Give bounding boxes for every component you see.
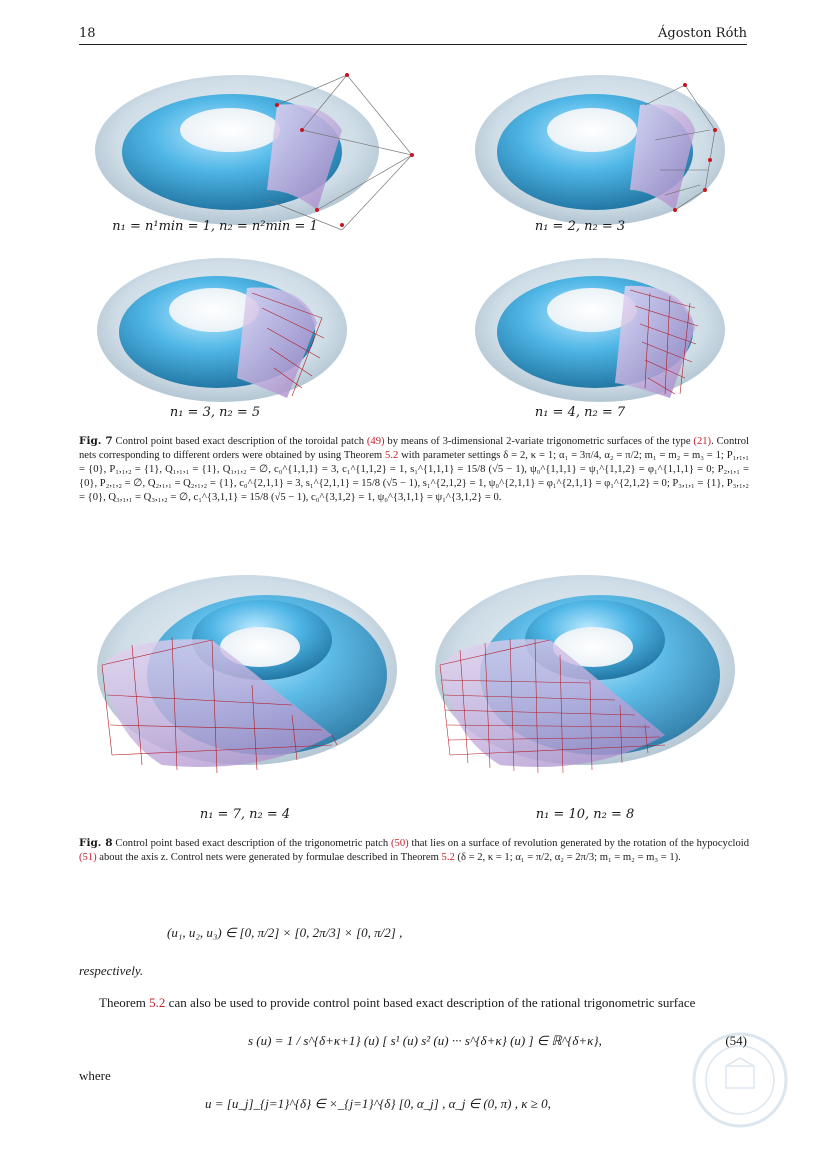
fig8-subcaption-1: n₁ = 7, n₂ = 4 <box>199 807 291 822</box>
fig7-ref-eq21[interactable]: (21) <box>693 436 712 447</box>
paragraph-ref-theorem[interactable]: 5.2 <box>149 995 166 1010</box>
fig8-panel-2 <box>430 565 740 795</box>
torus-render-1 <box>92 60 422 230</box>
fig7-panel-4 <box>470 248 740 408</box>
fig7-label: Fig. 7 <box>79 435 113 447</box>
university-seal-watermark <box>690 1030 790 1130</box>
fig7-subcaption-2: n₁ = 2, n₂ = 3 <box>534 219 626 234</box>
fig8-subcaption-2: n₁ = 10, n₂ = 8 <box>535 807 635 822</box>
fig7-caption-text-a: Control point based exact description of the toroidal patch <box>112 436 367 447</box>
fig7-panel-2 <box>470 60 740 230</box>
fig8-caption-text-b: that lies on a surface of revolution generated by the rotation of the hypocycloid <box>408 838 750 849</box>
header-rule <box>79 44 747 45</box>
fig7-ref-theorem[interactable]: 5.2 <box>385 450 399 461</box>
u-definition: u = [u_j]_{j=1}^{δ} ∈ ×_{j=1}^{δ} [0, α_j] , α_j ∈ (0, π) , κ ≥ 0, <box>205 1096 551 1111</box>
running-author: Ágoston Róth <box>658 26 747 41</box>
paragraph-theorem <box>79 994 749 1012</box>
fig8-caption-text-c: about the axis z. Control nets were generated by formulae described in Theorem <box>96 852 442 863</box>
respectively-text: respectively. <box>79 963 144 978</box>
fig8-caption <box>79 836 749 865</box>
fig8-ref-eq51[interactable]: (51) <box>79 852 97 863</box>
paragraph-text-b: can also be used to provide control point based exact description of the rational trigonometric surface <box>165 995 696 1010</box>
fig7-panel-3 <box>92 248 362 408</box>
fig7-ref-eq49[interactable]: (49) <box>366 436 385 447</box>
equation-54: s (u) = 1 / s^{δ+κ+1} (u) [ s¹ (u) s² (u) ··· s^{δ+κ} (u) ] ∈ ℝ^{δ+κ}, <box>248 1033 602 1048</box>
fig7-subcaption-4: n₁ = 4, n₂ = 7 <box>534 405 626 420</box>
fig8-caption-text-a: Control point based exact description of the trigonometric patch <box>112 838 392 849</box>
fig7-caption-text-c: . Control nets corresponding to different orders were obtained by using Theorem <box>79 436 749 461</box>
fig8-ref-theorem[interactable]: 5.2 <box>441 852 455 863</box>
torus-render-2 <box>470 60 740 230</box>
fig7-subcaption-1: n₁ = n¹min = 1, n₂ = n²min = 1 <box>112 219 318 234</box>
fig7-caption-text-b: by means of 3-dimensional 2-variate trigonometric surfaces of the type <box>384 436 694 447</box>
fig7-caption-text-d: with parameter settings δ = 2, κ = 1; α₁ = 3π/4, α₂ = π/2; m₁ = m₂ = m₃ = 1; P₁,₁,₁ = {0}, P₁,₁,₂ = {1}, Q₁,₁,₁ = {1}, Q₁,₁,₂ = ∅, c₀^{1,1,1} = 3, c₁^{1,1,2} = 1, s₁^{1,1,1} = 15/8 (√5 − 1), ψ₀^{1,1,1} = ψ₁^{1,1,2} = φ₁^{1,1,1} = 0; P₂,₁,₁ = {0}, P₂,₁,₂ = ∅, Q₂,₁,₁ = Q₂,₁,₂ = {1}, c₀^{2,1,1} = 3, s₁^{2,1,1} = 15/8 (√5 − 1), s₁^{2,1,2} = 1, ψ₀^{2,1,1} = φ₁^{2,1,1} = φ₁^{2,1,2} = 0; P₃,₁,₁ = {1}, P₃,₁,₂ = {0}, Q₃,₁,₁ = Q₃,₁,₂ = ∅, c₁^{3,1,1} = 15/8 (√5 − 1), c₀^{3,1,2} = 1, ψ₀^{3,1,1} = ψ₁^{3,1,2} = 0. <box>79 450 749 503</box>
page-number: 18 <box>79 26 96 41</box>
fig7-subcaption-3: n₁ = 3, n₂ = 5 <box>169 405 261 420</box>
fig8-caption-text-d: (δ = 2, κ = 1; α₁ = π/2, α₂ = 2π/3; m₁ = m₂ = m₃ = 1). <box>454 852 681 863</box>
fig8-label: Fig. 8 <box>79 837 113 849</box>
fig7-panel-1 <box>92 60 422 230</box>
where-text: where <box>79 1068 111 1083</box>
paragraph-text-a: Theorem <box>99 995 150 1010</box>
fig7-caption <box>79 434 749 505</box>
fig8-ref-eq50[interactable]: (50) <box>391 838 409 849</box>
seal-icon <box>690 1030 790 1130</box>
fig8-panel-1 <box>92 565 402 795</box>
domain-formula: (u₁, u₂, u₃) ∈ [0, π/2] × [0, 2π/3] × [0, π/2] , <box>167 925 403 940</box>
equation-54-number: (54) <box>725 1033 747 1048</box>
